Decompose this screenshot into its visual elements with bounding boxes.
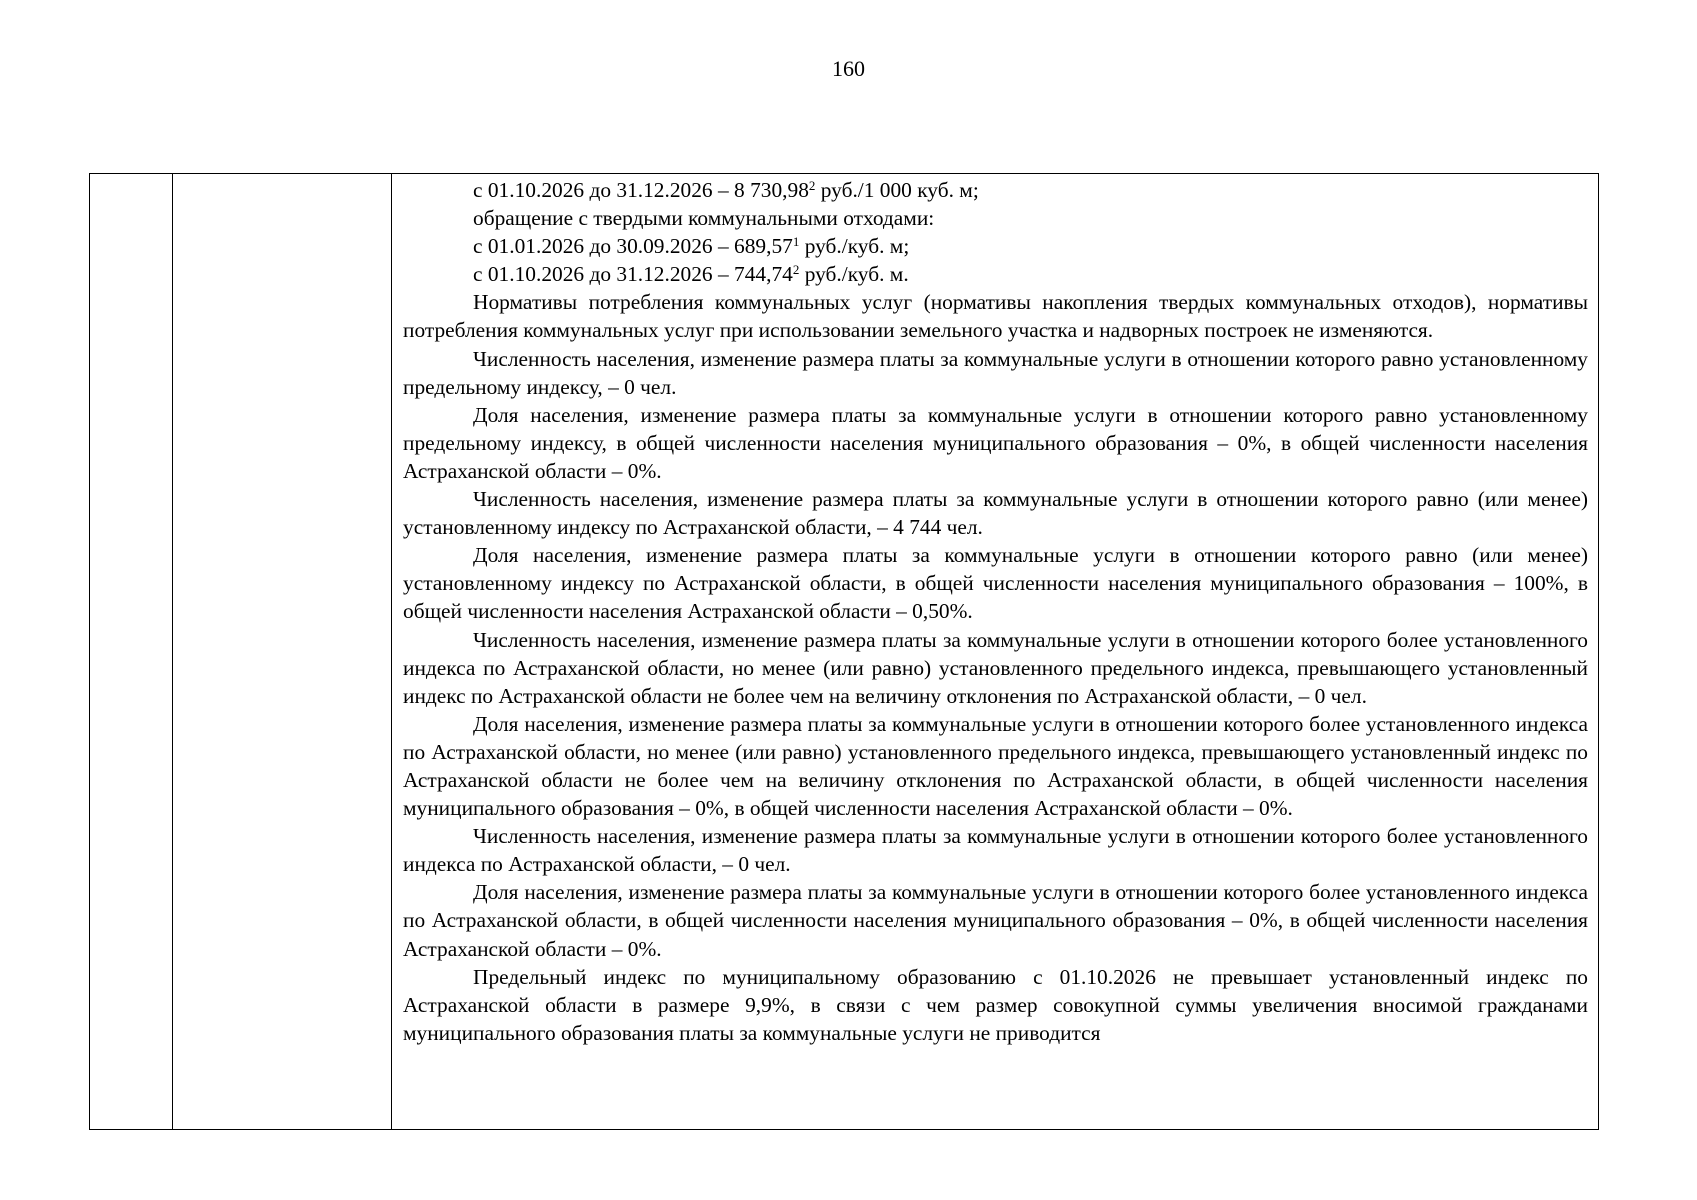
paragraph: Численность населения, изменение размера платы за коммунальные услуги в отношении которого более установленного индекса по Астраханской области, – 0 чел. — [403, 824, 1588, 877]
table-row — [90, 174, 1599, 1130]
paragraph: Доля населения, изменение размера платы за коммунальные услуги в отношении которого равно (или менее) установленному индексу по Астраханской области, в общей численности населения муниципального образования – 100%, в общей численности населения Астраханской области – 0,50%. — [403, 543, 1588, 624]
tariff-line: с 01.10.2026 до 31.12.2026 – 8 730,98$^2$ руб./1 000 куб. м; — [473, 178, 979, 202]
paragraph: Доля населения, изменение размера платы за коммунальные услуги в отношении которого более установленного индекса по Астраханской области, но менее (или равно) установленного предельного индекса, превышающего установленный индекс по Астраханской области не более чем на величину отклонения по Астраханской области, в общей численности населения муниципального образования – 0%, в общей численности населения Астраханской области – 0%. — [403, 711, 1588, 821]
tariff-line: с 01.01.2026 до 30.09.2026 – 689,57$^1$ руб./куб. м; — [473, 234, 910, 259]
tariff-line: с 01.10.2026 до 31.12.2026 – 744,74$^2$ руб./куб. м. — [473, 262, 909, 287]
paragraph: Нормативы потребления коммунальных услуг (нормативы накопления твердых коммунальных отходов), нормативы потребления коммунальных услуг при использовании земельного участка и надворных построек не изменяются. — [403, 290, 1588, 343]
paragraph: Доля населения, изменение размера платы за коммунальные услуги в отношении которого более установленного индекса по Астраханской области, в общей численности населения муниципального образования – 0%, в общей численности населения Астраханской области – 0%. — [403, 880, 1588, 961]
footnote-mark: 2 — [792, 262, 800, 278]
paragraph: Доля населения, изменение размера платы за коммунальные услуги в отношении которого равно установленному предельному индексу, в общей численности населения муниципального образования – 0%, в общей численности населения Астраханской области – 0%. — [403, 402, 1588, 483]
document-table — [89, 173, 1599, 1130]
paragraph: Численность населения, изменение размера платы за коммунальные услуги в отношении которого более установленного индекса по Астраханской области, но менее (или равно) установленного предельного индекса, превышающего установленный индекс по Астраханской области не более чем на величину отклонения по Астраханской области, – 0 чел. — [403, 627, 1588, 708]
paragraph: Предельный индекс по муниципальному образованию с 01.10.2026 не превышает установленный индекс по Астраханской области в размере 9,9%, в связи с чем размер совокупной суммы увеличения вносимой гражданами муниципального образования платы за коммунальные услуги не приводится — [403, 964, 1588, 1045]
table-cell-content — [392, 174, 1599, 1130]
footnote-mark: 2 — [808, 178, 816, 193]
cell-content — [392, 174, 1598, 1047]
table-cell-number — [90, 174, 173, 1130]
tariff-heading: обращение с твердыми коммунальными отходами: — [473, 206, 935, 231]
page-number: 160 — [832, 56, 865, 81]
footnote-mark: 1 — [792, 234, 800, 250]
table-cell-municipality — [173, 174, 392, 1130]
paragraph: Численность населения, изменение размера платы за коммунальные услуги в отношении которого равно (или менее) установленному индексу по Астраханской области, – 4 744 чел. — [403, 487, 1588, 540]
paragraph: Численность населения, изменение размера платы за коммунальные услуги в отношении которого равно установленному предельному индексу, – 0 чел. — [403, 346, 1588, 399]
